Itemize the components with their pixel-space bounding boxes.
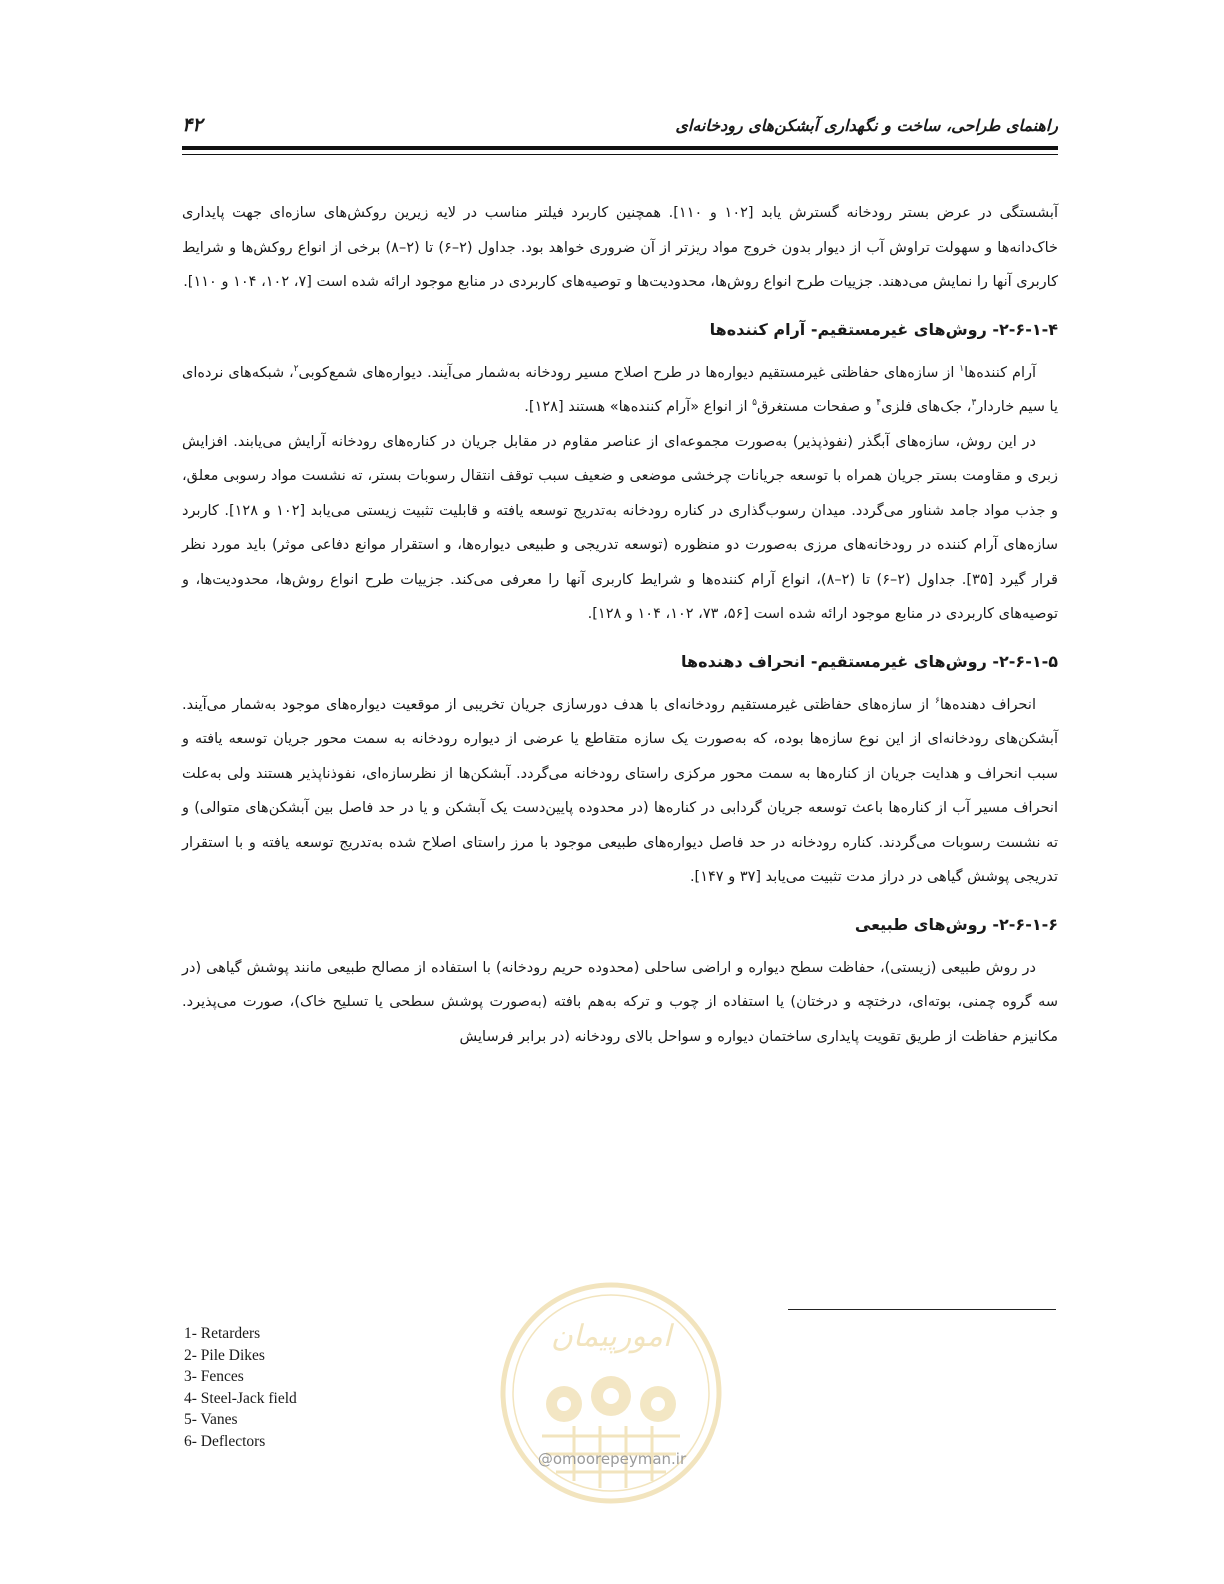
- text-run: از سازه‌های حفاظتی غیرمستقیم رودخانه‌ای با هدف دورسازی جریان تخریبی از موقعیت دیواره‌های موجود به‌شمار می‌آیند. آبشکن‌های رودخانه‌ای از این نوع سازه‌ها بوده، که به‌صورت یک سازه متقاطع یا عرضی از دیواره رودخانه به سمت محور جریان توسعه یافته و سبب انحراف و هدایت جریان از کناره‌ها به سمت محور مرکزی راستای رودخانه می‌گردد. آبشکن‌ها از نظرسازه‌ای، نفوذناپذیر هستند ولی به‌علت انحراف مسیر آب از کناره‌ها باعث توسعه جریان گردابی در کناره‌ها (در محدوده پایین‌دست یک آبشکن و یا در حد فاصل بین آبشکن‌های متوالی) و ته نشست رسوبات می‌گردند. کناره رودخانه در حد فاصل دیواره‌های طبیعی موجود با مرز راستای اصلاح شده به‌تدریج توسعه یافته و با استقرار تدریجی پوشش گیاهی در دراز مدت تثبیت می‌یابد [۳۷ و ۱۴۷].: [182, 696, 1058, 885]
- main-text: [182, 196, 1058, 1054]
- section-heading-deflectors: ۲-۶-۱-۵- روش‌های غیرمستقیم- انحراف دهنده‌ها: [681, 651, 1058, 671]
- footnote-item: 6- Deflectors: [184, 1432, 266, 1450]
- footnotes: [184, 1323, 297, 1452]
- paragraph-natural-methods: در روش طبیعی (زیستی)، حفاظت سطح دیواره و اراضی ساحلی (محدوده حریم رودخانه) با استفاده از مصالح طبیعی مانند پوشش گیاهی (در سه گروه چمنی، بوته‌ای، درختچه و درختان) یا استفاده از چوب و ترکه به‌هم بافته (به‌صورت پوشش سطحی یا تسلیح خاک)، صورت می‌پذیرد. مکانیزم حفاظت از طریق تقویت پایداری ساختمان دیواره و سواحل بالای رودخانه (در برابر فرسایش: [182, 959, 1058, 1045]
- text-run: ، جک‌های فلزی: [881, 399, 972, 415]
- text-run: آرام کننده‌ها: [964, 364, 1037, 381]
- page-number: ۴۲: [182, 114, 203, 136]
- text-run: انحراف دهنده‌ها: [939, 696, 1036, 713]
- footnote-separator: [788, 1309, 1056, 1310]
- watermark-brand-text: امورپیمان: [550, 1319, 672, 1354]
- footnote-ref-4: ۴: [876, 398, 882, 409]
- paragraph-deflectors: [182, 688, 1058, 895]
- watermark-logo: [494, 1276, 728, 1510]
- footnote-item: 5- Vanes: [184, 1411, 238, 1428]
- section-heading-retarders: ۲-۶-۱-۴- روش‌های غیرمستقیم- آرام کننده‌ها: [709, 319, 1058, 339]
- paragraph-intro: آبشستگی در عرض بستر رودخانه گسترش یابد [۱۰۲ و ۱۱۰]. همچنین کاربرد فیلتر مناسب در لایه زیرین روکش‌های سازه‌ای جهت پایداری خاک‌دانه‌ها و سهولت تراوش آب از دیوار بدون خروج مواد ریزتر از آن ضروری خواهد بود. جداول (۲–۶) تا (۲–۸) برخی از انواع روکش‌ها و شرایط کاربری آنها را نمایش می‌دهند. جزییات طرح انواع روش‌ها، محدودیت‌ها و توصیه‌های کاربردی در منابع موجود ارائه شده است [۷، ۱۰۲، ۱۰۴ و ۱۱۰].: [182, 205, 1058, 290]
- text-run: از سازه‌های حفاظتی غیرمستقیم دیواره‌ها در طرح اصلاح مسیر رودخانه به‌شمار می‌آیند. دیواره‌های شمع‌کوبی: [298, 364, 960, 381]
- footnote-ref-6: ۶: [935, 695, 940, 706]
- paragraph-retarders-definition: [182, 356, 1058, 425]
- text-run: و صفحات مستغرق: [757, 399, 877, 415]
- footnote-item: 3- Fences: [184, 1368, 244, 1385]
- section-heading-natural-methods: ۲-۶-۱-۶- روش‌های طبیعی: [854, 914, 1058, 934]
- page-header: [182, 116, 1058, 146]
- header-rule-thin: [182, 154, 1058, 155]
- footnote-ref-2: ۲: [293, 363, 299, 374]
- footnote-ref-1: ۱: [959, 363, 965, 374]
- footnote-item: 2- Pile Dikes: [184, 1346, 265, 1364]
- running-title: راهنمای طراحی، ساخت و نگهداری آبشکن‌های رودخانه‌ای: [675, 116, 1058, 135]
- text-run: از انواع «آرام کننده‌ها» هستند [۱۲۸].: [524, 399, 753, 415]
- footnote-ref-3: ۳: [971, 398, 977, 409]
- footnote-ref-5: ۵: [752, 398, 758, 409]
- footnote-item: 4- Steel-Jack field: [184, 1389, 297, 1407]
- header-rule-thick: [182, 146, 1058, 150]
- footnote-item: 1- Retarders: [184, 1325, 261, 1342]
- paragraph-retarders-method: در این روش، سازه‌های آبگذر (نفوذپذیر) به‌صورت مجموعه‌ای از عناصر مقاوم در مقابل جریان در کناره‌های رودخانه آرایش می‌یابند. افزایش زبری و مقاومت بستر جریان همراه با توسعه جریانات چرخشی موضعی و ضعیف سبب توقف انتقال رسوبات بستر، ته نشست مواد رسوبی معلق، و جذب مواد جامد شناور می‌گردد. میدان رسوب‌گذاری در کناره رودخانه به‌تدریج توسعه یافته و قابلیت تثبیت زیستی می‌یابد [۱۰۲ و ۱۲۸]. کاربرد سازه‌های آرام کننده در رودخانه‌های مرزی به‌صورت دو منظوره (توسعه تدریجی و طبیعی دیواره‌ها، و استقرار موانع دفاعی موثر) باید مورد نظر قرار گیرد [۳۵]. جداول (۲–۶) تا (۲–۸)، انواع آرام کننده‌ها و شرایط کاربری آنها را معرفی می‌کند. جزییات طرح انواع روش‌ها، محدودیت‌ها، و توصیه‌های کاربردی در منابع موجود ارائه شده است [۵۶، ۷۳، ۱۰۲، ۱۰۴ و ۱۲۸].: [182, 433, 1058, 622]
- watermark-url: @omoorepeyman.ir: [537, 1450, 687, 1468]
- text-run: ، شبکه‌های نرده‌ای یا سیم خاردار: [182, 364, 1058, 415]
